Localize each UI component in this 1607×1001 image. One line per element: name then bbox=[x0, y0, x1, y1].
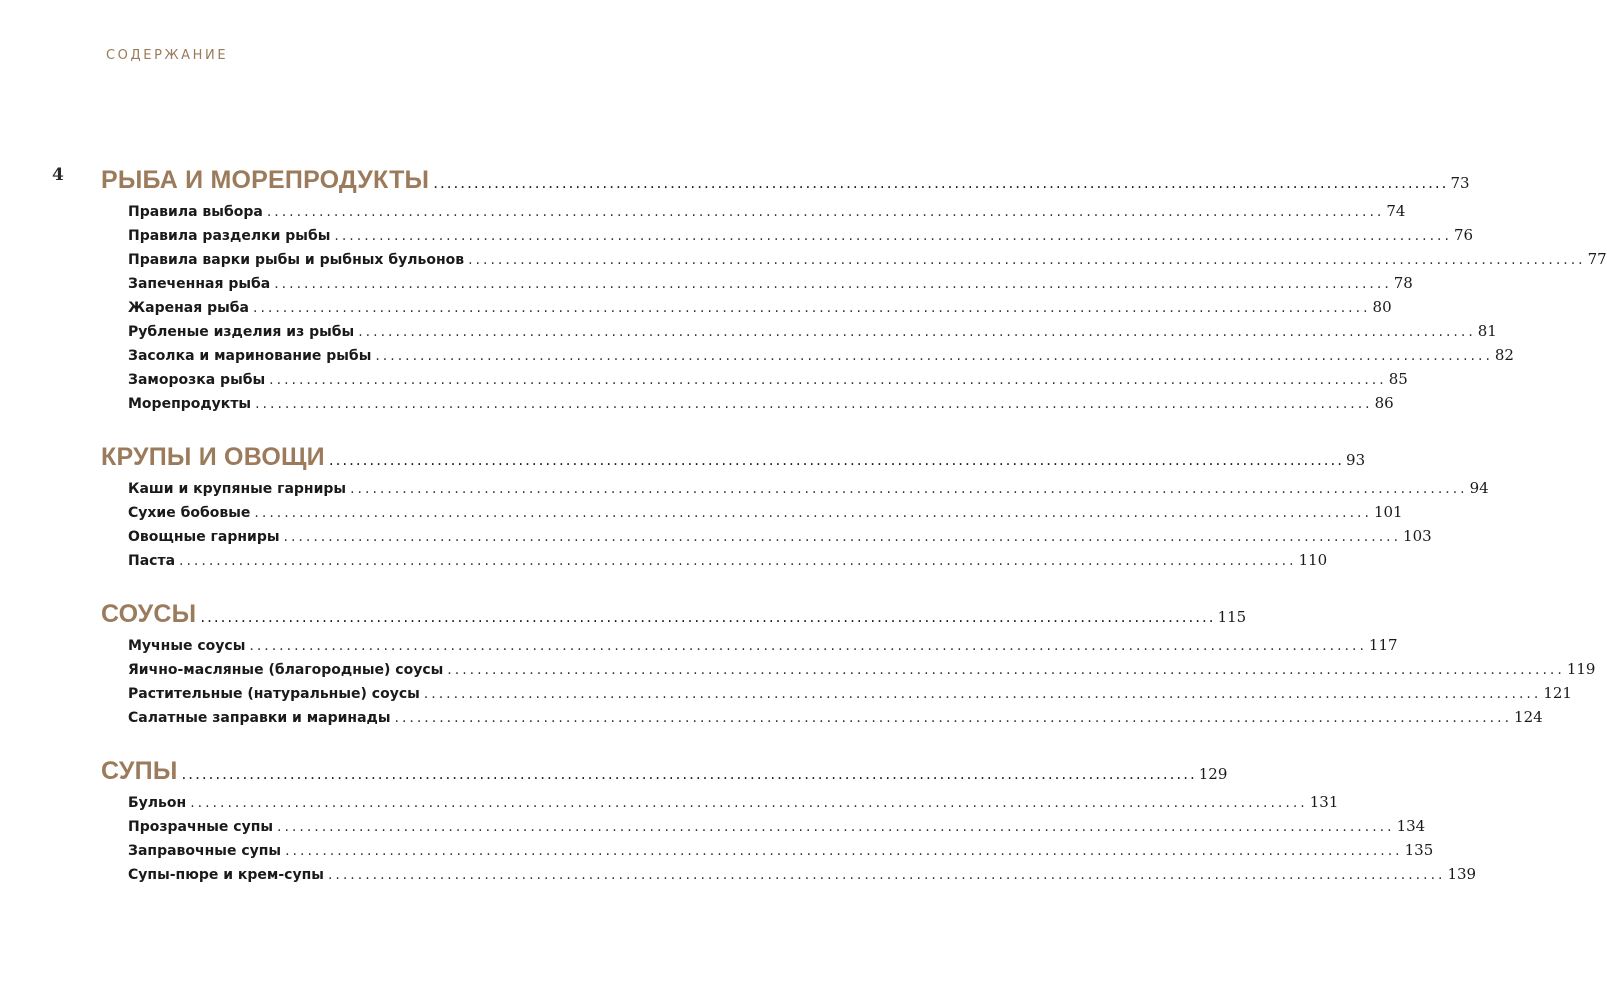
toc-item[interactable] bbox=[128, 527, 1432, 545]
toc-item-title: Правила выбора bbox=[128, 204, 263, 220]
dot-leader: ...................................................................................................................................................... bbox=[468, 252, 1586, 268]
dot-leader: ...................................................................................................................................................... bbox=[269, 372, 1387, 388]
toc-page-number: 115 bbox=[1217, 608, 1247, 626]
toc-item[interactable] bbox=[128, 202, 1406, 220]
toc-page-number: 135 bbox=[1404, 841, 1434, 859]
toc-item[interactable] bbox=[128, 346, 1514, 364]
chapter-number: 4 bbox=[52, 165, 64, 185]
toc-page-number: 134 bbox=[1396, 817, 1426, 835]
dot-leader: ...................................................................................................................................................... bbox=[334, 228, 1452, 244]
dot-leader: ...................................................................................................................................................... bbox=[274, 276, 1392, 292]
dot-leader: ...................................................................................................................................................... bbox=[327, 867, 1446, 883]
dot-leader: ...................................................................................................................................................... bbox=[254, 505, 1372, 521]
toc-item-title: Овощные гарниры bbox=[128, 529, 280, 545]
dot-leader: ...................................................................................................................................................... bbox=[255, 396, 1373, 412]
toc-item-title: Бульон bbox=[128, 795, 187, 811]
toc-item-title: Жареная рыба bbox=[128, 300, 249, 316]
toc-page-number: 101 bbox=[1373, 503, 1403, 521]
toc-item[interactable] bbox=[128, 250, 1607, 268]
toc-page-number: 131 bbox=[1309, 793, 1339, 811]
toc-section[interactable] bbox=[101, 443, 1366, 472]
toc-item[interactable] bbox=[128, 226, 1474, 244]
toc-item[interactable] bbox=[128, 660, 1596, 678]
toc-item[interactable] bbox=[128, 503, 1403, 521]
toc-page-number: 94 bbox=[1469, 479, 1489, 497]
toc-page-number: 119 bbox=[1566, 660, 1596, 678]
toc-item-title: Супы-пюре и крем-супы bbox=[128, 867, 324, 883]
dot-leader: ...................................................................................................................................................... bbox=[266, 204, 1385, 220]
toc-item-title: Сухие бобовые bbox=[128, 505, 251, 521]
toc-section-title: СУПЫ bbox=[101, 757, 178, 785]
toc-page-number: 117 bbox=[1368, 636, 1398, 654]
toc-section[interactable] bbox=[101, 757, 1228, 786]
toc-item[interactable] bbox=[128, 370, 1408, 388]
dot-leader: ...................................................................................................................................................... bbox=[394, 710, 1513, 726]
toc-section-title: КРУПЫ И ОВОЩИ bbox=[101, 443, 325, 471]
toc-section-title: РЫБА И МОРЕПРОДУКТЫ bbox=[101, 166, 430, 194]
dot-leader: ...................................................................................................................................................... bbox=[181, 765, 1197, 783]
dot-leader: ...................................................................................................................................................... bbox=[423, 686, 1542, 702]
toc-page-number: 76 bbox=[1453, 226, 1474, 244]
dot-leader: ...................................................................................................................................................... bbox=[200, 608, 1216, 626]
toc-item-title: Правила варки рыбы и рыбных бульонов bbox=[128, 252, 465, 268]
toc-page-number: 103 bbox=[1403, 527, 1432, 545]
toc-page-number: 80 bbox=[1372, 298, 1392, 316]
running-header: СОДЕРЖАНИЕ bbox=[106, 48, 229, 63]
toc-page-number: 110 bbox=[1298, 551, 1328, 569]
dot-leader: ...................................................................................................................................................... bbox=[328, 451, 1345, 469]
toc-page-number: 73 bbox=[1450, 174, 1470, 192]
dot-leader: ...................................................................................................................................................... bbox=[350, 481, 1468, 497]
dot-leader: ...................................................................................................................................................... bbox=[190, 795, 1308, 811]
toc-item-title: Яично-масляные (благородные) соусы bbox=[128, 662, 444, 678]
dot-leader: ...................................................................................................................................................... bbox=[433, 174, 1449, 192]
toc-item[interactable] bbox=[128, 841, 1434, 859]
toc-page-number: 124 bbox=[1514, 708, 1543, 726]
toc-item[interactable] bbox=[128, 394, 1394, 412]
dot-leader: ...................................................................................................................................................... bbox=[447, 662, 1565, 678]
dot-leader: ...................................................................................................................................................... bbox=[285, 843, 1403, 859]
toc-item-title: Каши и крупяные гарниры bbox=[128, 481, 347, 497]
toc-page-number: 121 bbox=[1543, 684, 1572, 702]
toc-section[interactable] bbox=[101, 600, 1247, 629]
toc-page-number: 86 bbox=[1374, 394, 1394, 412]
dot-leader: ...................................................................................................................................................... bbox=[358, 324, 1476, 340]
toc-page-number: 139 bbox=[1447, 865, 1477, 883]
toc-section[interactable] bbox=[101, 166, 1470, 195]
toc-item[interactable] bbox=[128, 551, 1328, 569]
toc-page-number: 74 bbox=[1386, 202, 1406, 220]
dot-leader: ...................................................................................................................................................... bbox=[253, 300, 1371, 316]
toc-item[interactable] bbox=[128, 298, 1392, 316]
toc-item-title: Мучные соусы bbox=[128, 638, 246, 654]
dot-leader: ...................................................................................................................................................... bbox=[249, 638, 1367, 654]
dot-leader: ...................................................................................................................................................... bbox=[277, 819, 1395, 835]
toc-page-number: 77 bbox=[1587, 250, 1607, 268]
toc-item[interactable] bbox=[128, 479, 1489, 497]
toc-item-title: Морепродукты bbox=[128, 396, 252, 412]
toc-item-title: Рубленые изделия из рыбы bbox=[128, 324, 355, 340]
toc-item[interactable] bbox=[128, 708, 1543, 726]
toc-page-number: 81 bbox=[1477, 322, 1497, 340]
toc-item-title: Салатные заправки и маринады bbox=[128, 710, 391, 726]
toc-item[interactable] bbox=[128, 322, 1497, 340]
toc-page-number: 82 bbox=[1494, 346, 1514, 364]
dot-leader: ...................................................................................................................................................... bbox=[283, 529, 1402, 545]
toc-item-title: Засолка и маринование рыбы bbox=[128, 348, 372, 364]
toc-item-title: Правила разделки рыбы bbox=[128, 228, 331, 244]
dot-leader: ...................................................................................................................................................... bbox=[179, 553, 1297, 569]
toc-page-number: 85 bbox=[1388, 370, 1408, 388]
toc-item[interactable] bbox=[128, 865, 1477, 883]
toc-page-number: 78 bbox=[1393, 274, 1413, 292]
toc-item[interactable] bbox=[128, 793, 1339, 811]
dot-leader: ...................................................................................................................................................... bbox=[375, 348, 1493, 364]
toc-item-title: Паста bbox=[128, 553, 176, 569]
toc-item[interactable] bbox=[128, 636, 1398, 654]
toc-item-title: Заморозка рыбы bbox=[128, 372, 266, 388]
toc-item[interactable] bbox=[128, 817, 1426, 835]
toc-item-title: Заправочные супы bbox=[128, 843, 282, 859]
toc-item-title: Прозрачные супы bbox=[128, 819, 274, 835]
toc-item-title: Растительные (натуральные) соусы bbox=[128, 686, 420, 702]
toc-item[interactable] bbox=[128, 274, 1413, 292]
toc-page-number: 93 bbox=[1346, 451, 1366, 469]
toc-page-number: 129 bbox=[1198, 765, 1228, 783]
toc-item-title: Запеченная рыба bbox=[128, 276, 271, 292]
toc-item[interactable] bbox=[128, 684, 1572, 702]
toc-section-title: СОУСЫ bbox=[101, 600, 197, 628]
